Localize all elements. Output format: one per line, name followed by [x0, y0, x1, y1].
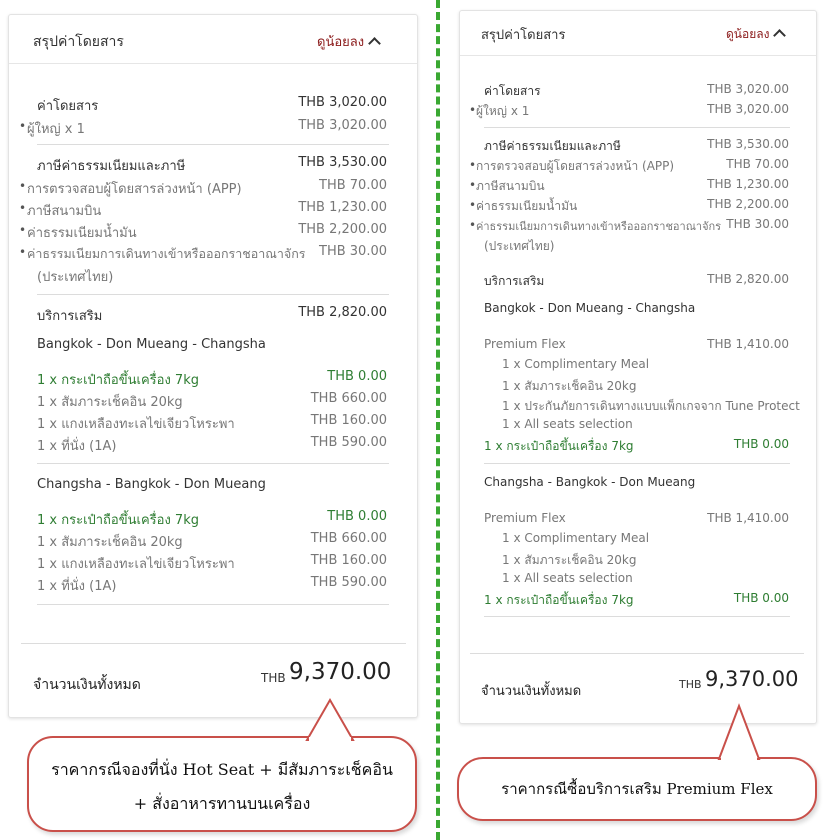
fare-total: THB 3,020.00 — [707, 82, 789, 96]
dashed-divider — [436, 0, 440, 840]
taxes-total: THB 3,530.00 — [298, 155, 387, 170]
total-currency: THB — [261, 671, 286, 685]
caption-bubble-left — [27, 736, 417, 832]
tax-item-value: THB 2,200.00 — [298, 222, 387, 237]
addon-item-label: 1 x กระเป๋าถือขึ้นเครื่อง 7kg — [484, 593, 634, 607]
fare-summary-panel-left — [8, 14, 418, 718]
collapse-label: ดูน้อยลง — [726, 27, 770, 41]
addon-item-label: 1 x กระเป๋าถือขึ้นเครื่อง 7kg — [37, 513, 199, 528]
bundle-item: 1 x Complimentary Meal — [502, 531, 650, 545]
total-currency: THB — [679, 678, 702, 691]
bullet: • — [19, 201, 27, 215]
addon-item-label: 1 x กระเป๋าถือขึ้นเครื่อง 7kg — [37, 373, 199, 388]
divider — [484, 616, 790, 617]
fare-label: ค่าโดยสาร — [37, 99, 99, 114]
collapse-toggle[interactable] — [317, 31, 379, 52]
panel-title: สรุปค่าโดยสาร — [33, 34, 124, 50]
total-label: จำนวนเงินทั้งหมด — [33, 677, 141, 693]
tax-item-label: ค่าธรรมเนียมน้ำมัน — [27, 226, 137, 241]
tax-item-label: การตรวจสอบผู้โดยสารล่วงหน้า (APP) — [476, 159, 675, 173]
tax-item-value: THB 70.00 — [319, 178, 387, 193]
fare-item-value: THB 3,020.00 — [707, 102, 789, 116]
tax-item-label: ค่าธรรมเนียมการเดินทางเข้าหรือออกราชอาณาจักร — [27, 246, 306, 261]
addon-item-value: THB 590.00 — [310, 435, 387, 450]
panel-header — [460, 11, 816, 56]
collapse-label: ดูน้อยลง — [317, 35, 365, 50]
tax-item-value: THB 30.00 — [319, 244, 387, 259]
tax-item-label: ภาษีสนามบิน — [476, 179, 545, 193]
bullet: • — [469, 103, 477, 117]
divider — [37, 294, 389, 295]
tax-item-label: การตรวจสอบผู้โดยสารล่วงหน้า (APP) — [27, 182, 242, 197]
chevron-up-icon — [368, 37, 381, 50]
panel-title: สรุปค่าโดยสาร — [481, 28, 566, 43]
addon-item-value: THB 0.00 — [733, 591, 789, 605]
route-title: Bangkok - Don Mueang - Changsha — [484, 301, 696, 315]
tax-item-value: THB 2,200.00 — [707, 197, 789, 211]
tax-item-label: ค่าธรรมเนียมการเดินทางเข้าหรือออกราชอาณาจักร — [476, 220, 722, 233]
bundle-value: THB 1,410.00 — [707, 337, 789, 351]
caption-bubble-right — [457, 757, 817, 821]
bullet: • — [469, 158, 477, 172]
divider — [470, 653, 804, 654]
bullet: • — [469, 198, 477, 212]
bullet: • — [469, 218, 477, 232]
addon-item-value: THB 160.00 — [310, 413, 387, 428]
addon-item-label: 1 x สัมภาระเช็คอิน 20kg — [37, 395, 183, 410]
addon-item-value: THB 590.00 — [310, 575, 387, 590]
route-title: Changsha - Bangkok - Don Mueang — [37, 477, 266, 492]
tax-item-label: ภาษีสนามบิน — [27, 204, 102, 219]
addons-total: THB 2,820.00 — [707, 272, 789, 286]
bundle-label: Premium Flex — [484, 511, 566, 525]
addon-item-label: 1 x สัมภาระเช็คอิน 20kg — [37, 535, 183, 550]
bullet: • — [19, 119, 27, 133]
tax-item-label: ค่าธรรมเนียมน้ำมัน — [476, 199, 578, 213]
addon-item-value: THB 0.00 — [327, 509, 387, 524]
route-title: Changsha - Bangkok - Don Mueang — [484, 475, 696, 489]
addon-item-value: THB 660.00 — [310, 391, 387, 406]
addons-total: THB 2,820.00 — [298, 305, 387, 320]
addon-item-label: 1 x แกงเหลืองทะเลไข่เจียวโหระพา — [37, 417, 235, 432]
callout-pointer — [305, 697, 355, 742]
divider — [37, 144, 389, 145]
bullet: • — [19, 179, 27, 193]
bullet: • — [19, 223, 27, 237]
tax-item-value: THB 30.00 — [726, 217, 789, 231]
addon-item-value: THB 0.00 — [327, 369, 387, 384]
bundle-item: 1 x All seats selection — [502, 417, 633, 431]
fare-total: THB 3,020.00 — [298, 95, 387, 110]
bullet: • — [469, 178, 477, 192]
addon-item-label: 1 x ที่นั่ง (1A) — [37, 439, 117, 454]
bundle-item: 1 x สัมภาระเช็คอิน 20kg — [502, 553, 637, 567]
caption-line: ราคากรณีจองที่นั่ง Hot Seat + มีสัมภาระเช็คอิน — [51, 760, 393, 779]
addon-item-label: 1 x ที่นั่ง (1A) — [37, 579, 117, 594]
taxes-label: ภาษีค่าธรรมเนียมและภาษี — [37, 159, 186, 174]
total-amount: 9,370.00 — [289, 659, 392, 685]
addons-label: บริการเสริม — [37, 309, 103, 324]
tax-item-label-cont: (ประเทศไทย) — [484, 239, 555, 253]
addon-item-label: 1 x กระเป๋าถือขึ้นเครื่อง 7kg — [484, 439, 634, 453]
bundle-item: 1 x สัมภาระเช็คอิน 20kg — [502, 379, 637, 393]
divider — [21, 643, 406, 644]
bundle-value: THB 1,410.00 — [707, 511, 789, 525]
taxes-total: THB 3,530.00 — [707, 137, 789, 151]
divider — [484, 127, 790, 128]
caption-line: + สั่งอาหารทานบนเครื่อง — [133, 794, 311, 813]
addon-item-value: THB 660.00 — [310, 531, 387, 546]
taxes-label: ภาษีค่าธรรมเนียมและภาษี — [484, 139, 621, 153]
bundle-item: 1 x ประกันภัยการเดินทางแบบแพ็กเกจจาก Tune Protect — [502, 399, 800, 413]
bullet: • — [19, 245, 27, 259]
callout-pointer — [717, 703, 761, 761]
chevron-up-icon — [774, 29, 787, 42]
addons-label: บริการเสริม — [484, 274, 545, 288]
fare-item-value: THB 3,020.00 — [298, 118, 387, 133]
addon-item-value: THB 0.00 — [733, 437, 789, 451]
divider — [484, 463, 790, 464]
tax-item-value: THB 1,230.00 — [707, 177, 789, 191]
fare-item-label: ผู้ใหญ่ x 1 — [476, 104, 530, 118]
tax-item-value: THB 70.00 — [726, 157, 789, 171]
panel-header — [9, 15, 417, 64]
tax-item-value: THB 1,230.00 — [298, 200, 387, 215]
fare-summary-panel-right — [459, 10, 817, 724]
bundle-label: Premium Flex — [484, 337, 566, 351]
addon-item-value: THB 160.00 — [310, 553, 387, 568]
divider — [37, 604, 389, 605]
collapse-toggle[interactable] — [726, 25, 784, 44]
total-label: จำนวนเงินทั้งหมด — [481, 684, 582, 699]
tax-item-label-cont: (ประเทศไทย) — [37, 270, 114, 285]
route-title: Bangkok - Don Mueang - Changsha — [37, 337, 266, 352]
caption-line: ราคากรณีซื้อบริการเสริม Premium Flex — [501, 780, 773, 798]
bundle-item: 1 x Complimentary Meal — [502, 357, 650, 371]
total-amount: 9,370.00 — [705, 667, 799, 691]
divider — [37, 463, 389, 464]
fare-label: ค่าโดยสาร — [484, 84, 541, 98]
fare-item-label: ผู้ใหญ่ x 1 — [27, 122, 85, 137]
addon-item-label: 1 x แกงเหลืองทะเลไข่เจียวโหระพา — [37, 557, 235, 572]
bundle-item: 1 x All seats selection — [502, 571, 633, 585]
